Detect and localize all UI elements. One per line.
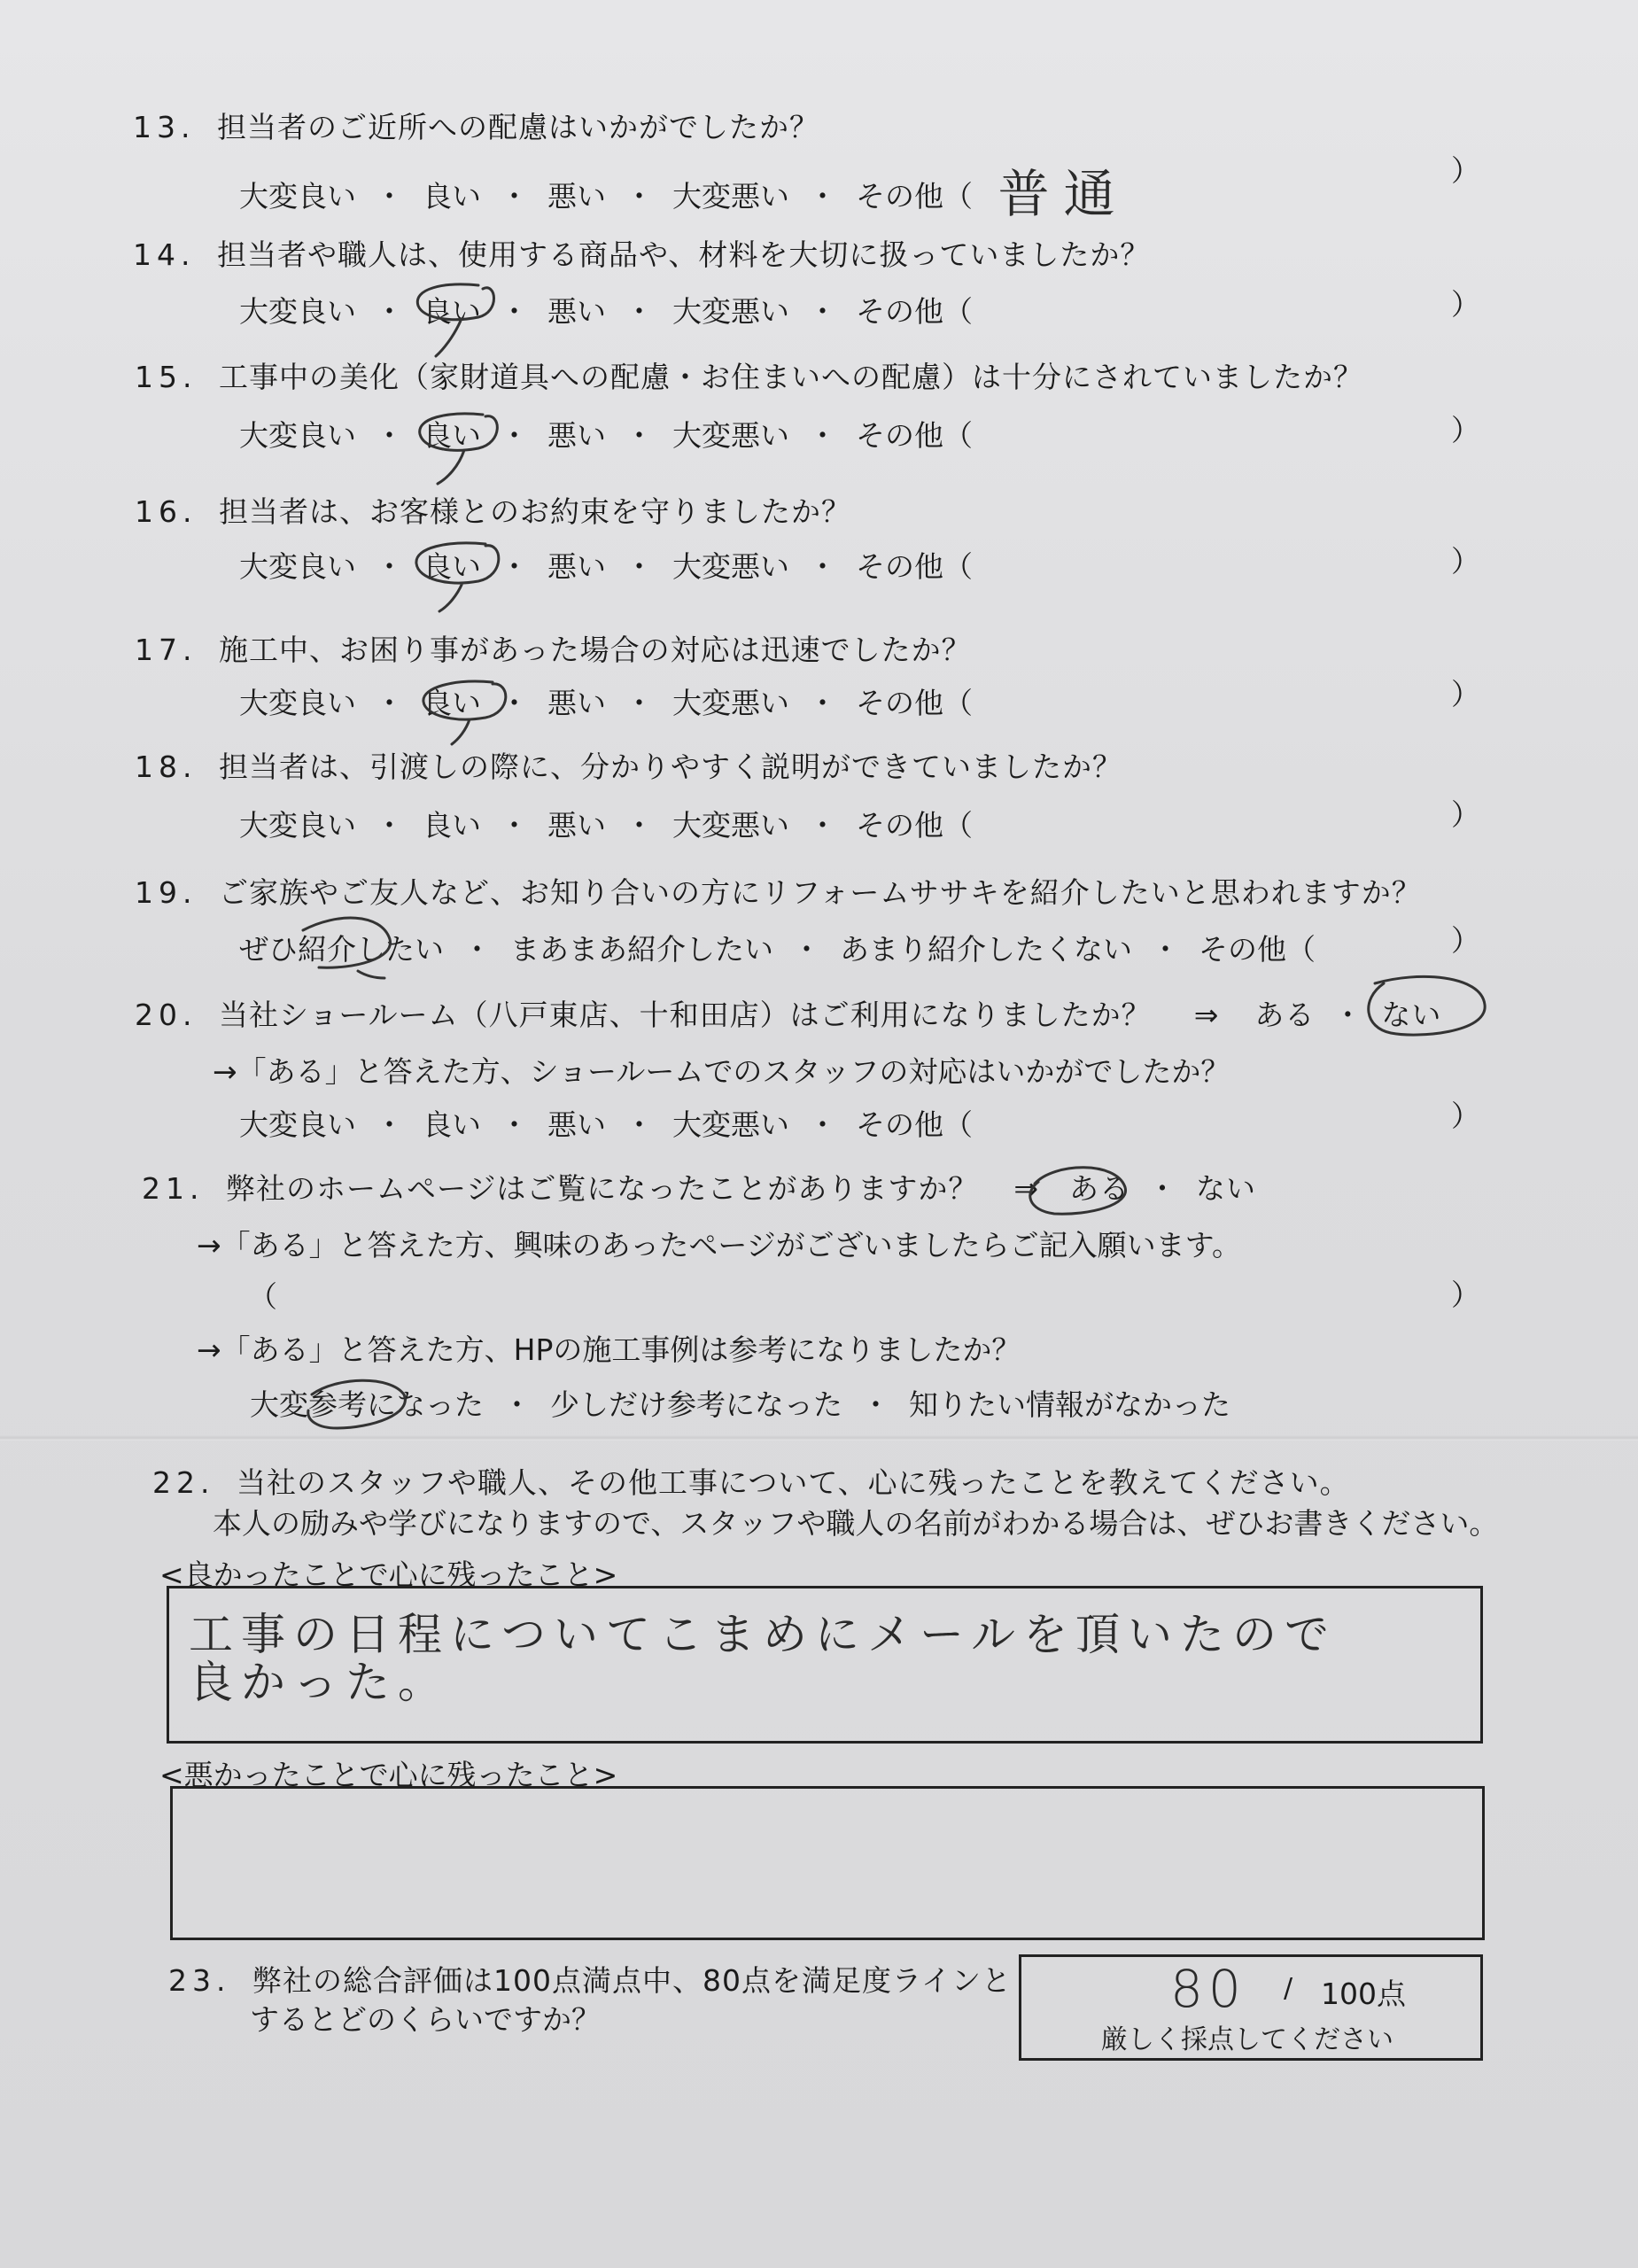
- question-22-line2: 本人の励みや学びになりますので、スタッフや職人の名前がわかる場合は、ぜひお書きください。: [213, 1506, 1499, 1541]
- text-dot: ・: [625, 179, 654, 214]
- text-q20-num: 20.: [135, 998, 198, 1032]
- text-opts5-3: 大変悪い: [672, 418, 789, 453]
- circle-mark-16: [416, 543, 499, 611]
- text-opts5-4: その他（: [856, 294, 973, 329]
- text-opts5-0: 大変良い: [239, 549, 356, 584]
- text-q21-num: 21.: [142, 1171, 205, 1206]
- score-slash: /: [1284, 1973, 1293, 2004]
- close-paren-17: ）: [1451, 677, 1480, 711]
- text-opts5-1: 良い: [423, 294, 481, 329]
- text-dot: ・: [502, 1387, 532, 1422]
- text-opts5-0: 大変良い: [239, 686, 356, 720]
- text-q16-text: 担当者は、お客様とのお約束を守りましたか？: [219, 494, 851, 529]
- score-max: 100点: [1321, 1977, 1406, 2011]
- text-q21-opts-0: 大変参考になった: [250, 1387, 484, 1422]
- text-opts5-0: 大変良い: [239, 808, 356, 843]
- text-opts5-1: 良い: [423, 808, 481, 843]
- text-dot: ・: [1147, 1171, 1178, 1206]
- text-q17-num: 17.: [135, 633, 198, 667]
- question-20-sub: →「ある」と答えた方、ショールームでのスタッフの対応はいかがでしたか？: [213, 1054, 1230, 1089]
- text-dot: ・: [375, 686, 404, 720]
- text-q18-num: 18.: [135, 750, 198, 784]
- circle-mark-20: [1369, 976, 1485, 1035]
- text-opts5-4: その他（: [856, 1107, 973, 1142]
- text-dot: ・: [1332, 998, 1363, 1032]
- text-dot: ・: [500, 418, 529, 453]
- text-opts5-4: その他（: [856, 418, 973, 453]
- text-opts5-4: その他（: [856, 808, 973, 843]
- close-paren-21: ）: [1451, 1278, 1480, 1312]
- text-dot: ・: [375, 1107, 404, 1142]
- text-q15-text: 工事中の美化（家財道具への配慮・お住まいへの配慮）は十分にされていましたか？: [219, 360, 1363, 394]
- text-dot: ・: [500, 808, 529, 843]
- text-dot: ・: [375, 549, 404, 584]
- good-label: <良かったことで心に残ったこと>: [159, 1557, 618, 1592]
- text-dot: ・: [462, 932, 492, 967]
- text-q20-yes: ある: [1254, 998, 1316, 1032]
- handwritten-good-line1: 工事の日程についてこまめにメールを頂いたので: [189, 1609, 1337, 1660]
- text-opts5-1: 良い: [423, 179, 481, 214]
- text-dot: ・: [808, 686, 837, 720]
- text-opts5-3: 大変悪い: [672, 549, 789, 584]
- handwritten-other-13: 普通: [998, 164, 1130, 224]
- text-opts5-0: 大変良い: [239, 418, 356, 453]
- text-opts5-3: 大変悪い: [672, 808, 789, 843]
- text-opts5-4: その他（: [856, 549, 973, 584]
- text-dot: ・: [808, 549, 837, 584]
- text-q14-num: 14.: [133, 237, 196, 272]
- close-paren-15: ）: [1451, 413, 1480, 447]
- text-q21-opts-1: 少しだけ参考になった: [550, 1387, 842, 1422]
- handwritten-good-line2: 良かった。: [189, 1657, 450, 1708]
- text-dot: ・: [1151, 932, 1180, 967]
- text-q19-opts-3: その他（: [1199, 932, 1316, 967]
- text-q23-text: 弊社の総合評価は100点満点中、80点を満足度ラインと: [252, 1963, 1012, 1998]
- text-dot: ・: [808, 808, 837, 843]
- text-dot: ・: [808, 294, 837, 329]
- text-q21-no: ない: [1196, 1171, 1256, 1206]
- text-q19-num: 19.: [135, 875, 198, 910]
- close-paren-18: ）: [1451, 797, 1480, 832]
- text-dot: ・: [808, 1107, 837, 1142]
- text-opts5-2: 悪い: [547, 179, 606, 214]
- close-paren-14: ）: [1451, 287, 1480, 322]
- text-dot: ・: [792, 932, 821, 967]
- text-q15-num: 15.: [135, 360, 198, 394]
- text-dot: ・: [500, 686, 529, 720]
- text-q20-no: ない: [1381, 998, 1442, 1032]
- text-opts5-3: 大変悪い: [672, 294, 789, 329]
- text-q18-text: 担当者は、引渡しの際に、分かりやすく説明ができていましたか？: [219, 750, 1122, 784]
- text-dot: ・: [625, 294, 654, 329]
- question-23-line2: するとどのくらいですか？: [250, 2002, 601, 2037]
- text-opts5-3: 大変悪い: [672, 1107, 789, 1142]
- text-q19-opts-2: あまり紹介したくない: [840, 932, 1132, 967]
- question-21-sub2: →「ある」と答えた方、HPの施工事例は参考になりましたか？: [197, 1332, 1021, 1367]
- text-opts5-2: 悪い: [547, 686, 606, 720]
- text-opts5-2: 悪い: [547, 418, 606, 453]
- text-q16-num: 16.: [135, 494, 198, 529]
- text-dot: ・: [808, 179, 837, 214]
- circle-mark-15: [420, 414, 498, 484]
- text-dot: ・: [500, 549, 529, 584]
- text-opts5-1: 良い: [423, 418, 481, 453]
- circle-mark-21-opt: [308, 1380, 406, 1428]
- text-opts5-3: 大変悪い: [672, 179, 789, 214]
- text-q21-opts-2: 知りたい情報がなかった: [909, 1387, 1230, 1422]
- text-q17-text: 施工中、お困り事があった場合の対応は迅速でしたか？: [219, 633, 972, 667]
- close-paren-19: ）: [1451, 923, 1480, 958]
- text-dot: ・: [500, 294, 529, 329]
- text-dot: ・: [500, 1107, 529, 1142]
- text-dot: ・: [625, 549, 654, 584]
- text-q13-text: 担当者のご近所への配慮はいかがでしたか？: [217, 110, 819, 144]
- text-opts5-2: 悪い: [547, 1107, 606, 1142]
- text-q20-text: 当社ショールーム（八戸東店、十和田店）はご利用になりましたか？: [219, 998, 1152, 1032]
- text-q21-yes: ある: [1069, 1171, 1130, 1206]
- circle-mark-19: [303, 918, 391, 978]
- score-note: 厳しく採点してください: [1101, 2024, 1393, 2055]
- text-q13-num: 13.: [133, 110, 196, 144]
- text-q21-text: 弊社のホームページはご覧になったことがありますか？: [226, 1171, 979, 1206]
- text-dot: ・: [375, 294, 404, 329]
- text-opts5-0: 大変良い: [239, 1107, 356, 1142]
- text-opts5-2: 悪い: [547, 808, 606, 843]
- text-opts5-3: 大変悪い: [672, 686, 789, 720]
- text-q22-num: 22.: [152, 1465, 215, 1500]
- text-opts5-1: 良い: [423, 549, 481, 584]
- text-q19-text: ご家族やご友人など、お知り合いの方にリフォームササキを紹介したいと思われますか？: [219, 875, 1422, 910]
- text-q19-opts-0: ぜひ紹介したい: [239, 932, 444, 967]
- text-dot: ・: [375, 179, 404, 214]
- handwritten-score: 80: [1170, 1959, 1246, 2019]
- text-dot: ・: [808, 418, 837, 453]
- text-dot: ・: [625, 1107, 654, 1142]
- text-dot: ・: [625, 418, 654, 453]
- text-q14-text: 担当者や職人は、使用する商品や、材料を大切に扱っていましたか？: [217, 237, 1151, 272]
- close-paren-16: ）: [1451, 544, 1480, 579]
- text-opts5-4: その他（: [856, 179, 973, 214]
- open-paren-21: （: [248, 1279, 277, 1314]
- circle-mark-21: [1030, 1168, 1126, 1214]
- text-q22-text: 当社のスタッフや職人、その他工事について、心に残ったことを教えてください。: [237, 1465, 1350, 1500]
- text-opts5-1: 良い: [423, 1107, 481, 1142]
- text-dot: ・: [625, 808, 654, 843]
- text-opts5-0: 大変良い: [239, 294, 356, 329]
- close-paren-13: ）: [1451, 153, 1480, 188]
- text-q23-num: 23.: [168, 1963, 231, 1998]
- text-opts5-4: その他（: [856, 686, 973, 720]
- circle-mark-14: [417, 284, 493, 356]
- close-paren-20: ）: [1451, 1099, 1480, 1133]
- text-dot: ・: [375, 418, 404, 453]
- text-q19-opts-1: まあまあ紹介したい: [510, 932, 773, 967]
- text-opts5-2: 悪い: [547, 549, 606, 584]
- circle-mark-17: [423, 681, 506, 744]
- text-opts5-1: 良い: [423, 686, 481, 720]
- text-dot: ・: [625, 686, 654, 720]
- text-q20-arrow: ⇒: [1193, 998, 1220, 1032]
- text-opts5-2: 悪い: [547, 294, 606, 329]
- bad-label: <悪かったことで心に残ったこと>: [159, 1758, 618, 1792]
- question-21-sub1: →「ある」と答えた方、興味のあったページがございましたらご記入願います。: [197, 1228, 1242, 1262]
- text-q21-arrow: ⇒: [1013, 1171, 1039, 1206]
- text-dot: ・: [500, 179, 529, 214]
- text-opts5-0: 大変良い: [239, 179, 356, 214]
- text-dot: ・: [375, 808, 404, 843]
- text-dot: ・: [861, 1387, 890, 1422]
